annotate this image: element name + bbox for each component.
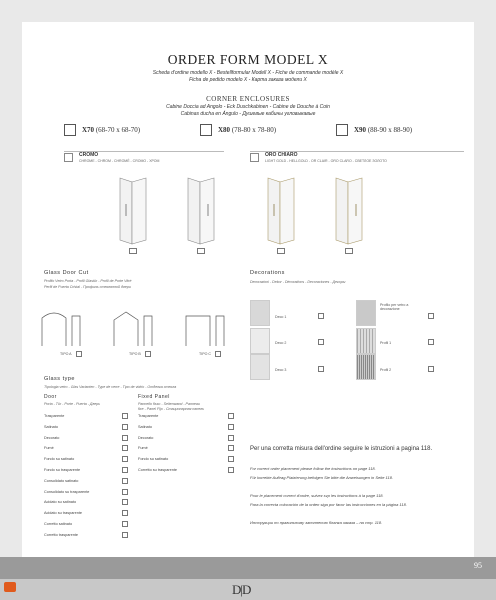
enclosure-illustration: [266, 174, 296, 246]
door-option-checkbox[interactable]: [122, 532, 128, 538]
door-option-label: Corretto satinato: [44, 522, 73, 526]
door-option-row[interactable]: [44, 445, 128, 451]
fixed-panel-option-checkbox[interactable]: [228, 467, 234, 473]
door-option-label: Consolidato satinato: [44, 478, 79, 483]
door-option-row[interactable]: [44, 489, 128, 495]
finish-swatch[interactable]: [250, 153, 259, 162]
door-option-checkbox[interactable]: [122, 413, 128, 419]
decorations-title: Decorations: [250, 270, 285, 276]
size-checkbox[interactable]: [200, 124, 212, 136]
fixed-panel-sub-2: fixe - Panel Fijo - Стационарная панель: [138, 407, 205, 411]
enclosure-illustration: [186, 174, 216, 246]
decorations-sub: Decorazioni - Dekor - Décorations - Decoraciones - Декоры: [250, 280, 346, 284]
door-option-checkbox[interactable]: [122, 499, 128, 505]
deco-3-swatch: [250, 354, 270, 380]
section-subtitle-1: Cabine Doccia ad Angolo - Eck Duschkabinen - Cabine de Douche à Coin: [166, 104, 330, 110]
profile-2-swatch: [356, 354, 376, 380]
profile-1-label: Profil 1: [380, 341, 392, 345]
enclosure-checkbox[interactable]: [197, 248, 205, 254]
fixed-panel-option-row[interactable]: [138, 456, 234, 462]
door-option-label: Consolidato su trasparente: [44, 489, 90, 494]
door-option-label: Acidato su trasparente: [44, 511, 82, 516]
door-option-checkbox[interactable]: [122, 478, 128, 484]
tipo-checkbox[interactable]: [76, 351, 82, 357]
door-option-row[interactable]: [44, 521, 128, 527]
enclosure-checkbox[interactable]: [345, 248, 353, 254]
finish-option-cromo[interactable]: [64, 152, 159, 163]
fixed-panel-option-checkbox[interactable]: [228, 456, 234, 462]
finish-name: CROMO: [79, 152, 99, 158]
door-option-label: Corretto trasparente: [44, 532, 78, 537]
door-option-row[interactable]: [44, 467, 128, 473]
glass-door-cut-sub-1: Profilo Vetro Porta - Profil Glastür - Profil de Porte Vitré: [44, 279, 132, 283]
enclosure-checkbox[interactable]: [277, 248, 285, 254]
fixed-panel-option-row[interactable]: [138, 445, 234, 451]
instruction-line: Pour le placement correct d'ordre, suivez svp les instructions à la page 118.: [250, 493, 384, 498]
section-subtitle-2: Cabinas ducha en Ángulo - Душевые кабины угловыкавые: [180, 111, 316, 117]
door-cut-type-b[interactable]: [129, 351, 151, 357]
door-option-checkbox[interactable]: [122, 445, 128, 451]
door-option-checkbox[interactable]: [122, 424, 128, 430]
fixed-panel-option-label: Fumé: [138, 446, 148, 451]
deco-3-label: Deco 3: [275, 368, 287, 372]
door-option-checkbox[interactable]: [122, 435, 128, 441]
size-dims: (68-70 x 68-70): [95, 126, 141, 134]
door-option-row[interactable]: [44, 435, 128, 441]
tipo-checkbox[interactable]: [145, 351, 151, 357]
fixed-panel-option-label: Trasparente: [138, 414, 159, 418]
size-option-x70[interactable]: [64, 124, 140, 136]
instruction-line: Инструкции по правильному заполнению бланка заказа – на стр. 118.: [250, 520, 383, 525]
size-option-x90[interactable]: [336, 124, 412, 136]
enclosure-illustration: [334, 174, 364, 246]
glass-type-sub: Tipologia vetro - Glas Varianten - Type de verre - Tipo de vidrio - Отделка стекла: [44, 385, 177, 389]
subtitle-line-1: Scheda d'ordine modello X - Bestellformular Modell X - Fiche de commande modèle X: [152, 70, 344, 76]
profile-checkbox[interactable]: [428, 313, 434, 319]
door-option-label: Decorato: [44, 435, 60, 440]
door-option-checkbox[interactable]: [122, 510, 128, 516]
door-option-checkbox[interactable]: [122, 489, 128, 495]
size-dims: (88-90 x 88-90): [367, 126, 413, 134]
door-option-row[interactable]: [44, 413, 128, 419]
fixed-panel-sub-1: Pannello fisso - Seitenwand - Panneau: [138, 402, 200, 406]
finish-desc: LIGHT GOLD - HELLGOLD - OR CLAIR - ORO CLARO - СВЕТЛОЕ ЗОЛОТО: [265, 159, 387, 163]
door-cut-b-illustration: [112, 306, 154, 348]
profile-2-label: Profil 2: [380, 368, 392, 372]
fixed-panel-option-checkbox[interactable]: [228, 445, 234, 451]
fixed-panel-option-row[interactable]: [138, 467, 234, 473]
door-cut-type-a[interactable]: [60, 351, 82, 357]
deco-1-swatch: [250, 300, 270, 326]
page-title: ORDER FORM MODEL X: [167, 52, 329, 67]
door-option-label: Fumé: [44, 446, 54, 451]
size-code: X80: [218, 126, 231, 134]
door-option-checkbox[interactable]: [122, 521, 128, 527]
section-heading: CORNER ENCLOSURES: [206, 95, 290, 103]
door-option-row[interactable]: [44, 478, 128, 484]
profile-2-checkbox[interactable]: [428, 366, 434, 372]
fixed-panel-option-checkbox[interactable]: [228, 435, 234, 441]
glass-door-cut-title: Glass Door Cut: [44, 270, 89, 276]
door-option-row[interactable]: [44, 424, 128, 430]
fixed-panel-option-row[interactable]: [138, 424, 234, 430]
finish-desc: CHROME - CHROM - CHROMÉ - CROMO - ХРОМ: [79, 159, 160, 163]
profile-1-checkbox[interactable]: [428, 339, 434, 345]
deco-2-label: Deco 2: [275, 341, 287, 345]
door-option-label: Trasparente: [44, 414, 65, 418]
door-cut-c-illustration: [184, 306, 226, 348]
glass-type-title: Glass type: [44, 376, 75, 382]
door-option-row[interactable]: [44, 499, 128, 505]
deco-2-swatch: [250, 328, 270, 354]
fixed-panel-option-checkbox[interactable]: [228, 424, 234, 430]
door-option-checkbox[interactable]: [122, 467, 128, 473]
instruction-line: For correct order placement please follow the instructions on page 118.: [250, 466, 376, 471]
deco-1-label: Deco 1: [275, 315, 287, 319]
fixed-panel-option-row[interactable]: [138, 435, 234, 441]
door-sub: Porta - Tür - Porte - Puerta - Дверь: [44, 402, 101, 406]
instruction-line: Für korrekte Auftrag Platzierung befolgen Sie bitte die Anweisungen in Seite 118.: [250, 475, 394, 480]
footer-bar: [0, 557, 496, 579]
enclosure-checkbox[interactable]: [129, 248, 137, 254]
deco-1-checkbox[interactable]: [318, 313, 324, 319]
page-number: 95: [474, 561, 482, 570]
deco-2-checkbox[interactable]: [318, 339, 324, 345]
size-checkbox[interactable]: [336, 124, 348, 136]
tipo-label: TIPO A: [60, 352, 72, 356]
fixed-panel-option-label: Corretto su trasparente: [138, 468, 178, 472]
door-option-row[interactable]: [44, 456, 128, 462]
subtitle-line-2: Ficha de pedido modelo X - Карта заказа модели X: [189, 77, 307, 83]
finish-swatch[interactable]: [64, 153, 73, 162]
door-option-label: Fondo su satinato: [44, 457, 75, 462]
fixed-panel-option-row[interactable]: [138, 413, 234, 419]
brand-logo: D|D: [232, 582, 251, 597]
fixed-panel-title: Fixed Panel: [138, 394, 170, 400]
fixed-panel-option-label: Fondo su satinato: [138, 457, 169, 462]
size-option-x80[interactable]: [200, 124, 276, 136]
door-option-row[interactable]: [44, 532, 128, 538]
size-code: X90: [354, 126, 367, 134]
door-option-label: Satinato: [44, 424, 58, 429]
finish-name: ORO CHIARO: [265, 152, 298, 158]
finish-option-oro-chiaro[interactable]: [250, 152, 387, 163]
fixed-panel-option-label: Decorato: [138, 435, 154, 440]
profile-swatch: [356, 300, 376, 326]
instructions-heading: Per una corretta misura dell'ordine seguire le istruzioni a pagina 118.: [250, 446, 433, 452]
deco-3-checkbox[interactable]: [318, 366, 324, 372]
profile-1-swatch: [356, 328, 376, 354]
glass-door-cut-sub-2: Perfil de Puerta Cristal - Профиль стеклянной двери: [44, 285, 131, 289]
door-cut-type-c[interactable]: [199, 351, 221, 357]
door-title: Door: [44, 394, 57, 400]
door-option-label: Fondo su trasparente: [44, 468, 81, 472]
instruction-line: Para la correcta colocación de la orden siga por favor las instrucciones en la página 118.: [250, 502, 407, 507]
tipo-label: TIPO C: [199, 352, 211, 356]
door-cut-a-illustration: [40, 306, 82, 348]
corner-badge-icon: [4, 582, 16, 592]
fixed-panel-option-checkbox[interactable]: [228, 413, 234, 419]
profile-label: Profilo per vetro a decorazione: [380, 303, 409, 311]
door-option-label: Acidato su satinato: [44, 500, 77, 505]
size-checkbox[interactable]: [64, 124, 76, 136]
tipo-checkbox[interactable]: [215, 351, 221, 357]
door-option-row[interactable]: [44, 510, 128, 516]
tipo-label: TIPO B: [129, 352, 141, 356]
door-option-checkbox[interactable]: [122, 456, 128, 462]
fixed-panel-option-label: Satinato: [138, 424, 152, 429]
size-code: X70: [82, 126, 95, 134]
size-dims: (78-80 x 78-80): [231, 126, 277, 134]
enclosure-illustration: [118, 174, 148, 246]
